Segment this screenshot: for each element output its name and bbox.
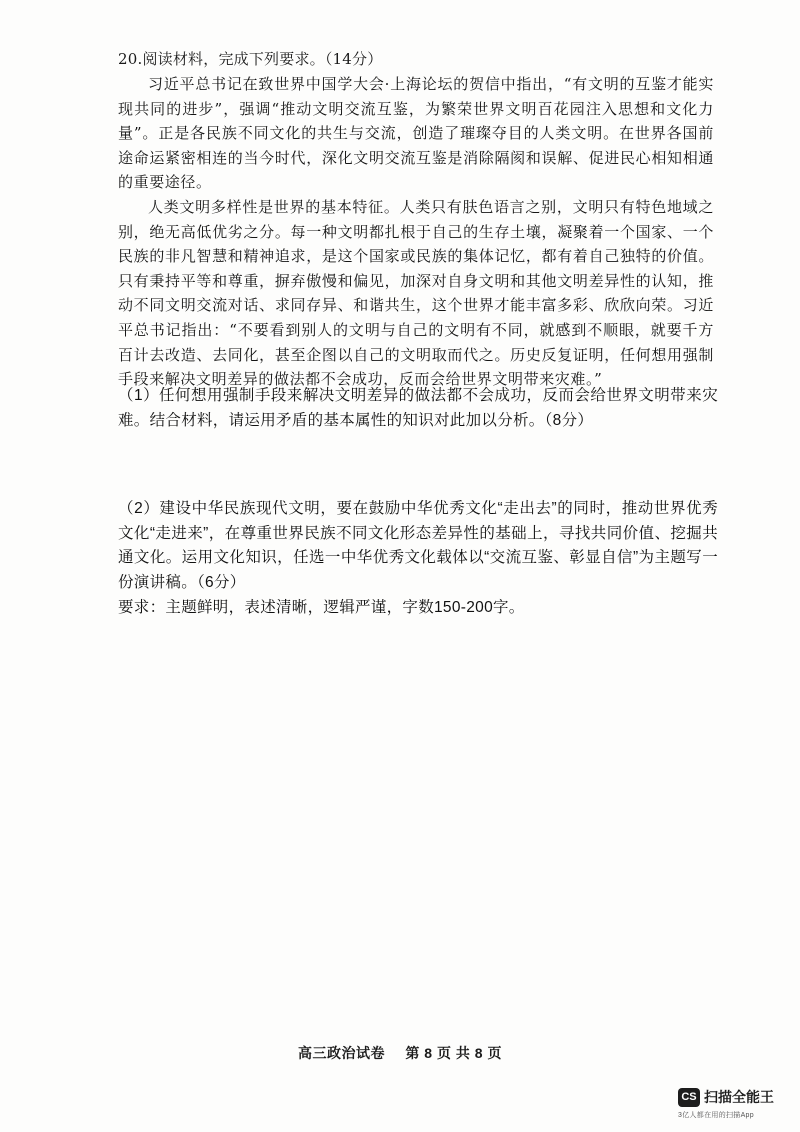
passage-paragraph-1: 习近平总书记在致世界中国学大会·上海论坛的贺信中指出，“有文明的互鉴才能实现共同的进步”，强调“推动文明交流互鉴，为繁荣世界文明百花园注入思想和文化力量”。正是各民族不同文化的共生与交流，创造了璀璨夺目的人类文明。在世界各国前途命运紧密相连的当今时代，深化文明交流互鉴是消除隔阂和误解、促进民心相知相通的重要途径。 <box>118 75 714 192</box>
requirement-text: 要求：主题鲜明，表述清晰，逻辑严谨，字数150-200字。 <box>118 599 525 616</box>
scanner-tagline: 3亿人都在用的扫描App <box>678 1112 754 1119</box>
page-number: 第 8 页 共 8 页 <box>405 1045 502 1061</box>
page-footer <box>0 1043 800 1063</box>
question-title: 20.阅读材料，完成下列要求。（14分） <box>118 50 383 68</box>
exam-name: 高三政治试卷 <box>298 1045 386 1061</box>
sub-question-1 <box>118 384 718 433</box>
scanner-watermark <box>678 1086 790 1126</box>
sub-question-2-text: （2）建设中华民族现代文明，要在鼓励中华优秀文化“走出去”的同时，推动世界优秀文化“走进来”，在尊重世界民族不同文化形态差异性的基础上，寻找共同价值、挖掘共通文化。运用文化知识，任选一中华优秀文化载体以“交流互鉴、彰显自信”为主题写一份演讲稿。（6分） <box>118 500 718 591</box>
sub-question-2 <box>118 497 718 595</box>
sub-question-1-text: （1）任何想用强制手段来解决文明差异的做法都不会成功，反而会给世界文明带来灾难。结合材料，请运用矛盾的基本属性的知识对此加以分析。（8分） <box>118 387 718 429</box>
camscanner-logo-icon: CS <box>678 1088 700 1107</box>
reading-passage <box>118 72 714 392</box>
scanner-app-name: 扫描全能王 <box>704 1089 774 1105</box>
passage-paragraph-2: 人类文明多样性是世界的基本特征。人类只有肤色语言之别，文明只有特色地域之别，绝无高低优劣之分。每一种文明都扎根于自己的生存土壤，凝聚着一个国家、一个民族的非凡智慧和精神追求，是这个国家或民族的集体记忆，都有着自己独特的价值。只有秉持平等和尊重，摒弃傲慢和偏见，加深对自身文明和其他文明差异性的认知，推动不同文明交流对话、求同存异、和谐共生，这个世界才能丰富多彩、欣欣向荣。习近平总书记指出：“不要看到别人的文明与自己的文明有不同，就感到不顺眼，就要千方百计去改造、去同化，甚至企图以自己的文明取而代之。历史反复证明，任何想用强制手段来解决文明差异的做法都不会成功，反而会给世界文明带来灾难。” <box>118 197 714 389</box>
